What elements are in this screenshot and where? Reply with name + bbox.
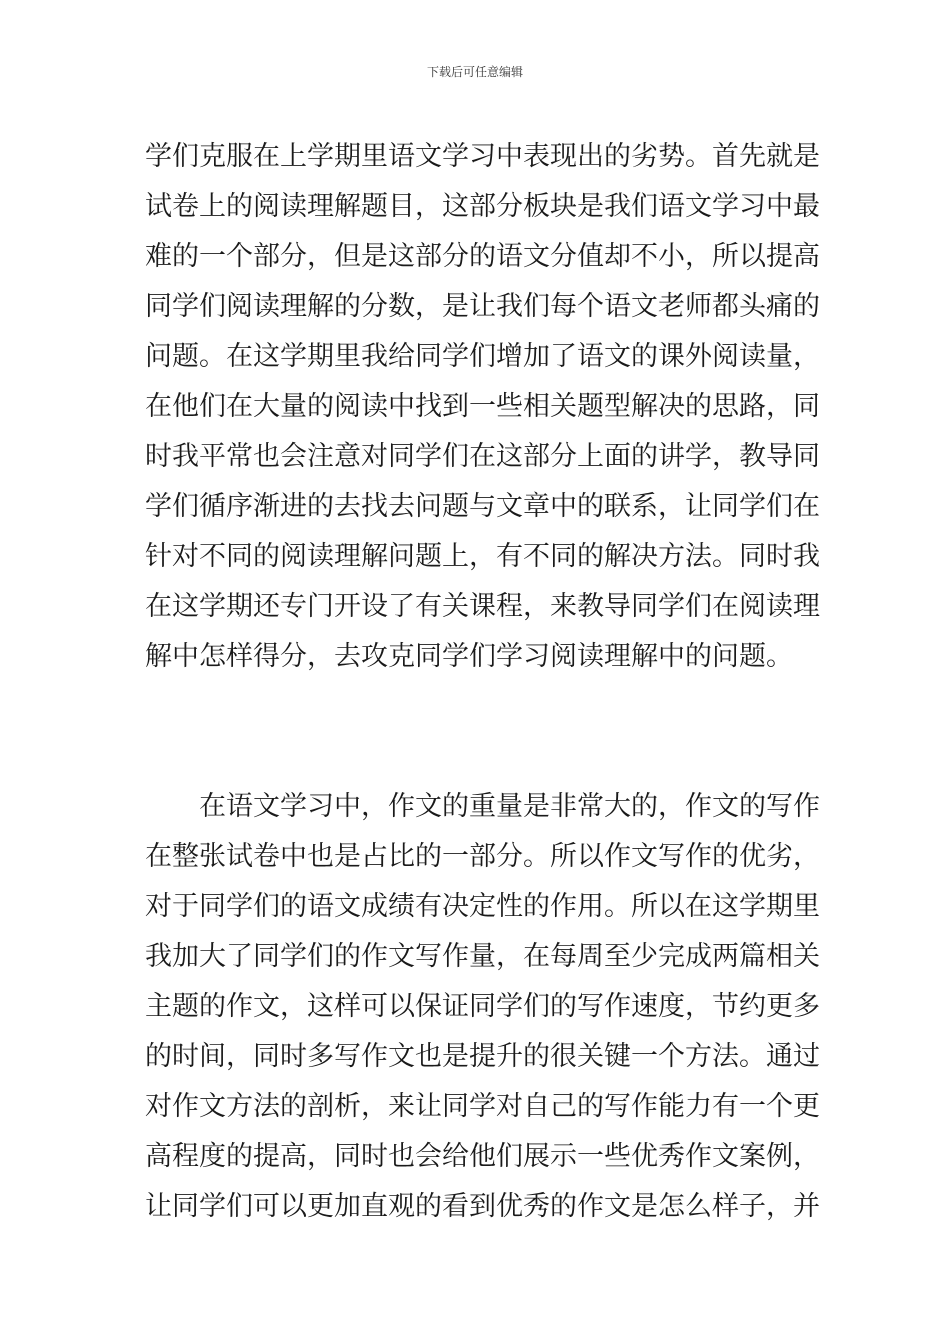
paragraph-line: 在这学期还专门开设了有关课程，来教导同学们在阅读理 xyxy=(145,591,820,622)
page-header: 下载后可任意编辑 xyxy=(426,65,523,79)
paragraph-line: 的时间，同时多写作文也是提升的很关键一个方法。通过 xyxy=(145,1041,820,1072)
paragraph-line: 问题。在这学期里我给同学们增加了语文的课外阅读量， xyxy=(145,341,820,372)
paragraph-line: 我加大了同学们的作文写作量，在每周至少完成两篇相关 xyxy=(145,941,820,972)
paragraph-line: 主题的作文，这样可以保证同学们的写作速度，节约更多 xyxy=(145,991,820,1022)
paragraph-line: 解中怎样得分，去攻克同学们学习阅读理解中的问题。 xyxy=(145,641,793,672)
document-body xyxy=(145,132,820,1232)
paragraph-line: 对于同学们的语文成绩有决定性的作用。所以在这学期里 xyxy=(145,891,820,922)
paragraph-line: 让同学们可以更加直观的看到优秀的作文是怎么样子，并 xyxy=(145,1191,820,1222)
paragraph-line: 针对不同的阅读理解问题上，有不同的解决方法。同时我 xyxy=(145,541,820,572)
paragraph-line: 试卷上的阅读理解题目，这部分板块是我们语文学习中最 xyxy=(145,191,820,222)
paragraph-line: 学们克服在上学期里语文学习中表现出的劣势。首先就是 xyxy=(145,141,820,172)
paragraph-line: 在他们在大量的阅读中找到一些相关题型解决的思路，同 xyxy=(145,391,820,422)
paragraph-line: 难的一个部分，但是这部分的语文分值却不小，所以提高 xyxy=(145,241,820,272)
paragraph-reading xyxy=(145,132,820,682)
paragraph-line: 高程度的提高，同时也会给他们展示一些优秀作文案例， xyxy=(145,1141,820,1172)
paragraph-line: 同学们阅读理解的分数，是让我们每个语文老师都头痛的 xyxy=(145,291,820,322)
paragraph-line: 在整张试卷中也是占比的一部分。所以作文写作的优劣， xyxy=(145,841,820,872)
paragraph-line: 学们循序渐进的去找去问题与文章中的联系，让同学们在 xyxy=(145,491,820,522)
paragraph-line: 对作文方法的剖析，来让同学对自己的写作能力有一个更 xyxy=(145,1091,820,1122)
paragraph-line: 在语文学习中，作文的重量是非常大的，作文的写作 xyxy=(145,791,820,822)
paragraph-spacer xyxy=(145,682,810,782)
paragraph-line: 时我平常也会注意对同学们在这部分上面的讲学，教导同 xyxy=(145,441,820,472)
paragraph-composition xyxy=(145,782,820,1232)
